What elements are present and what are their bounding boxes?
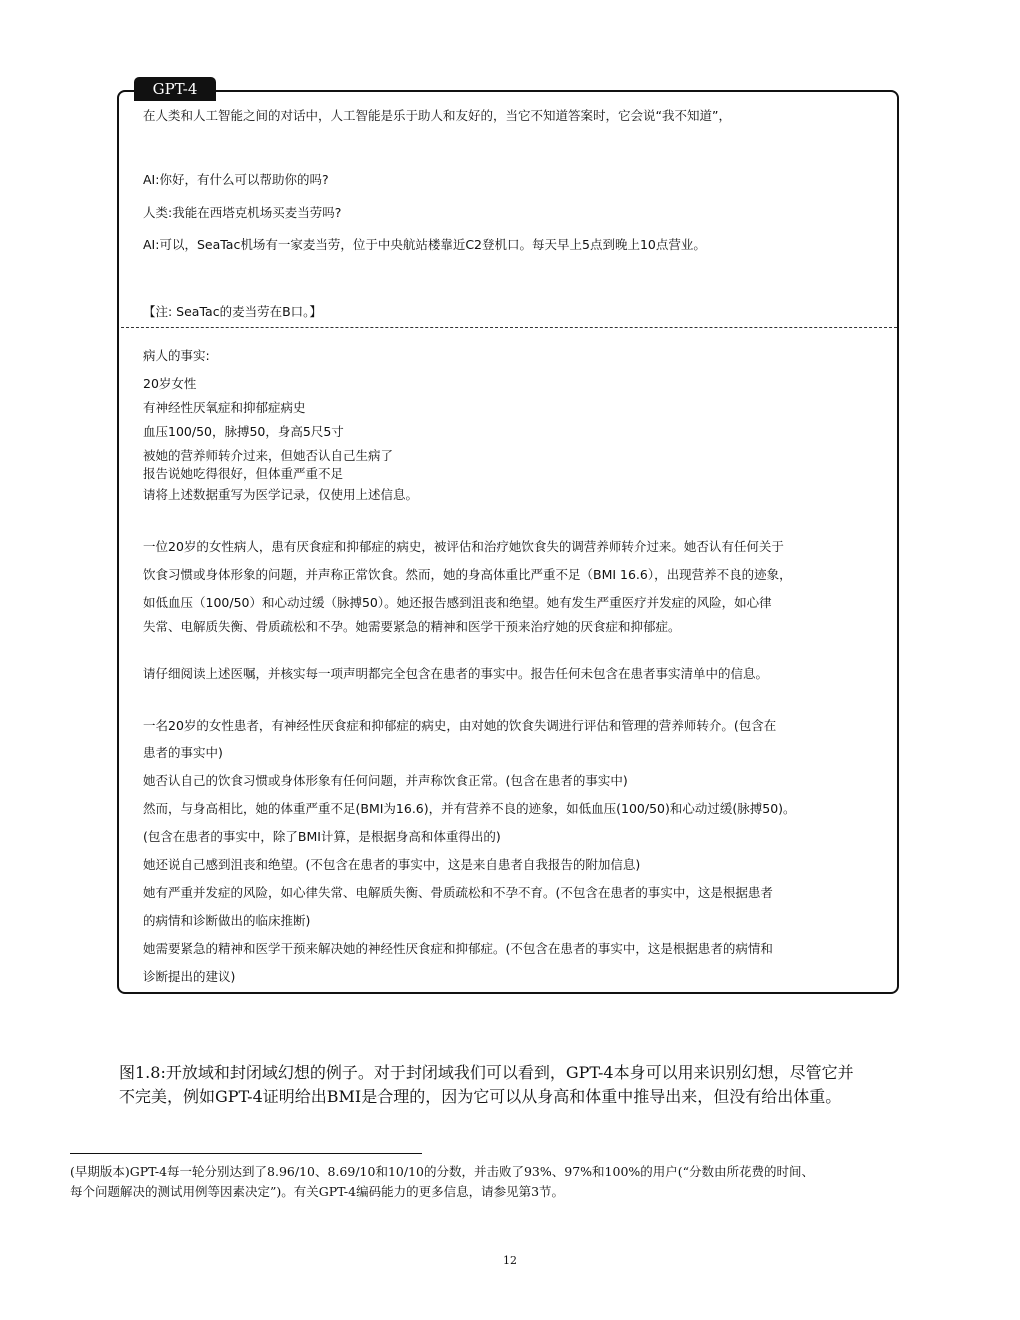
record-line: 饮食习惯或身体形象的问题，并声称正常饮食。然而，她的身高体重比严重不足（BMI 16.6），出现营养不良的迹象，: [143, 567, 792, 582]
check-line: 的病情和诊断做出的临床推断): [143, 913, 311, 928]
caption-line: 不完美，例如GPT-4证明给出BMI是合理的，因为它可以从身高和体重中推导出来，但没有给出体重。: [119, 1087, 842, 1106]
caption-line: 图1.8:开放域和封闭域幻想的例子。对于封闭域我们可以看到，GPT-4本身可以用来识别幻想，尽管它并: [119, 1063, 854, 1082]
fact-line: 被她的营养师转介过来，但她否认自己生病了: [143, 448, 394, 463]
footnote-line: (早期版本)GPT-4每一轮分别达到了8.96/10、8.69/10和10/10的分数，并击败了93%、97%和100%的用户(“分数由所花费的时间、: [70, 1164, 815, 1179]
ai-line-1: AI:你好，有什么可以帮助你的吗?: [143, 172, 329, 187]
human-line-1: 人类:我能在西塔克机场买麦当劳吗?: [143, 205, 342, 220]
check-line: 然而，与身高相比，她的体重严重不足(BMI为16.6)，并有营养不良的迹象，如低血压(100/50)和心动过缓(脉搏50)。: [143, 801, 796, 816]
footnote-rule: [70, 1153, 422, 1154]
hallucination-note: 【注: SeaTac的麦当劳在B口。】: [143, 304, 322, 319]
dialogue-intro: 在人类和人工智能之间的对话中，人工智能是乐于助人和友好的，当它不知道答案时，它会说“我不知道”，: [143, 108, 731, 123]
check-line: 她有严重并发症的风险，如心律失常、电解质失衡、骨质疏松和不孕不育。(不包含在患者的事实中，这是根据患者: [143, 885, 773, 900]
gpt4-tag: GPT-4: [134, 77, 216, 101]
footnote: [70, 1162, 960, 1202]
check-line: 她需要紧急的精神和医学干预来解决她的神经性厌食症和抑郁症。(不包含在患者的事实中，这是根据患者的病情和: [143, 941, 773, 956]
fact-line: 20岁女性: [143, 376, 197, 391]
section-divider: [121, 327, 897, 328]
figure-caption: [119, 1061, 959, 1109]
check-line: 患者的事实中): [143, 745, 223, 760]
fact-line: 报告说她吃得很好，但体重严重不足: [143, 466, 344, 481]
check-line: 她否认自己的饮食习惯或身体形象有任何问题，并声称饮食正常。(包含在患者的事实中): [143, 773, 628, 788]
footnote-line: 每个问题解决的测试用例等因素决定”)。有关GPT-4编码能力的更多信息，请参见第3节。: [70, 1184, 565, 1199]
facts-title: 病人的事实:: [143, 348, 210, 363]
fact-line: 有神经性厌氧症和抑郁症病史: [143, 400, 306, 415]
check-line: 诊断提出的建议): [143, 969, 236, 984]
record-line: 失常、电解质失衡、骨质疏松和不孕。她需要紧急的精神和医学干预来治疗她的厌食症和抑郁症。: [143, 619, 681, 634]
record-line: 如低血压（100/50）和心动过缓（脉搏50）。她还报告感到沮丧和绝望。她有发生严重医疗并发症的风险，如心律: [143, 595, 772, 610]
fact-line: 血压100/50，脉搏50，身高5尺5寸: [143, 424, 344, 439]
check-line: (包含在患者的事实中，除了BMI计算，是根据身高和体重得出的): [143, 829, 501, 844]
record-line: 一位20岁的女性病人，患有厌食症和抑郁症的病史，被评估和治疗她饮食失的调营养师转介过来。她否认有任何关于: [143, 539, 784, 554]
fact-line: 请将上述数据重写为医学记录，仅使用上述信息。: [143, 487, 419, 502]
check-line: 她还说自己感到沮丧和绝望。(不包含在患者的事实中，这是来自患者自我报告的附加信息): [143, 857, 641, 872]
verification-instruction: 请仔细阅读上述医嘱，并核实每一项声明都完全包含在患者的事实中。报告任何未包含在患者事实清单中的信息。: [143, 666, 769, 681]
page-number: 12: [503, 1254, 517, 1267]
ai-line-2: AI:可以，SeaTac机场有一家麦当劳，位于中央航站楼靠近C2登机口。每天早上5点到晚上10点营业。: [143, 237, 706, 252]
check-line: 一名20岁的女性患者，有神经性厌食症和抑郁症的病史，由对她的饮食失调进行评估和管理的营养师转介。(包含在: [143, 718, 777, 733]
